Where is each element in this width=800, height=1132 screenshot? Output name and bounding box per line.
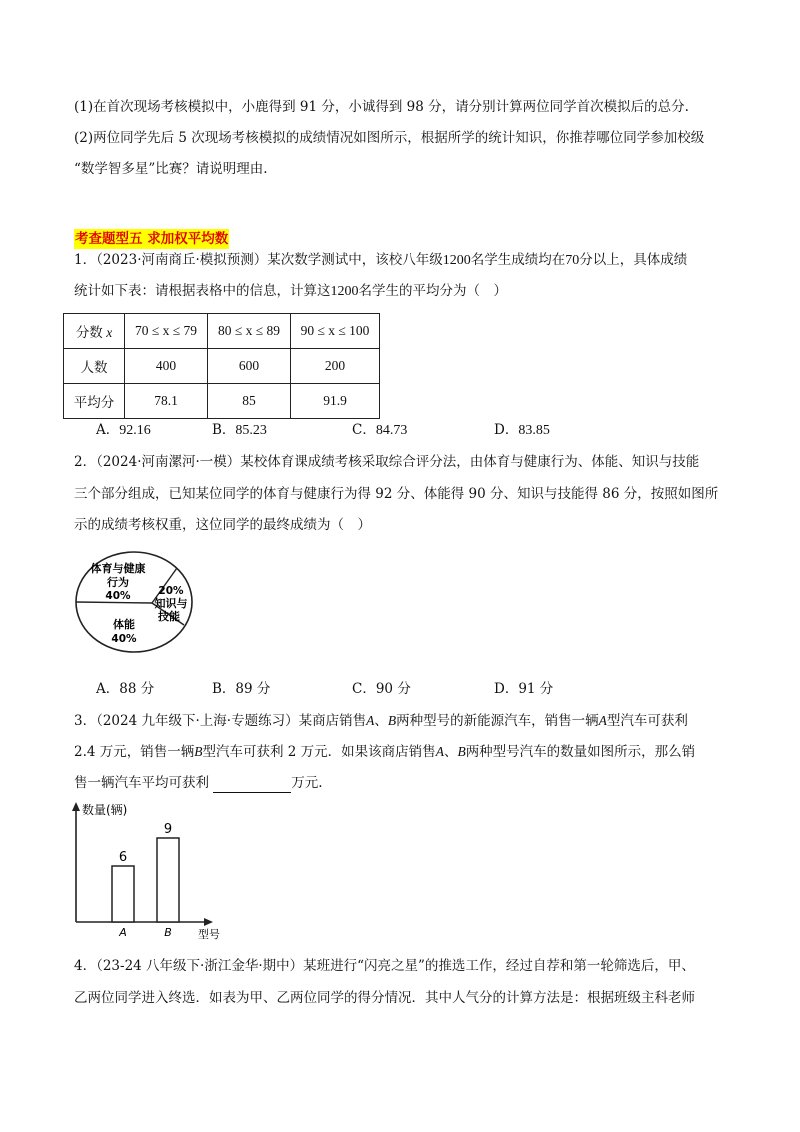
- problem-3-line2: 2.4 万元，销售一辆B型汽车可获利 2 万元．如果该商店销售A、B两种型号汽车的数量如图所示，那么销: [74, 744, 696, 760]
- answer-blank[interactable]: [213, 776, 291, 793]
- section-title: 考查题型五 求加权平均数: [75, 231, 229, 247]
- table-row: [64, 314, 380, 349]
- bar-A: [112, 866, 134, 922]
- pie-label-health-b: 行为: [107, 576, 129, 589]
- problem-1-line2: 统计如下表：请根据表格中的信息，计算这1200名学生的平均分为（ ）: [74, 283, 507, 299]
- table-header: 70 ≤ x ≤ 79: [125, 314, 208, 349]
- problem-4-line2: 乙两位同学进入终选．如表为甲、乙两位同学的得分情况．其中人气分的计算方法是：根据班级主科老师: [74, 990, 695, 1006]
- table-cell: 600: [208, 349, 291, 384]
- problem-4-line1: 4．（23-24 八年级下·浙江金华·期中）某班进行“闪亮之星”的推选工作，经过自荐和第一轮筛选后，甲、: [74, 958, 695, 974]
- x-tick-label: B: [164, 926, 172, 939]
- pie-label-fitness-pct: 40%: [111, 633, 137, 645]
- table-header-score: 分数 x: [64, 314, 125, 349]
- weight-pie-chart: [70, 548, 200, 658]
- pie-label-health-a: 体育与健康: [90, 562, 146, 575]
- pie-label-knowledge-b: 技能: [158, 610, 180, 623]
- pie-label-knowledge-pct: 20%: [158, 585, 184, 597]
- option-b[interactable]: B．89 分: [212, 681, 271, 697]
- table-cell: 78.1: [125, 384, 208, 419]
- option-c[interactable]: C．84.73: [352, 422, 408, 438]
- table-header: 80 ≤ x ≤ 89: [208, 314, 291, 349]
- option-c[interactable]: C．90 分: [352, 681, 411, 697]
- vehicle-bar-chart: [60, 800, 230, 940]
- problem-2-line3: 示的成绩考核权重，这位同学的最终成绩为（ ）: [74, 517, 371, 533]
- x-tick-label: A: [119, 926, 127, 939]
- problem-2-line1: 2．（2024·河南漯河·一模）某校体育课成绩考核采取综合评分法，由体育与健康行为、体能、知识与技能: [74, 454, 700, 470]
- problem-1-line1: 1．（2023·河南商丘·模拟预测）某次数学测试中，该校八年级1200名学生成绩均在70分以上，具体成绩: [74, 252, 688, 268]
- table-cell: 91.9: [291, 384, 380, 419]
- table-header: 90 ≤ x ≤ 100: [291, 314, 380, 349]
- x-axis-arrow-icon: [204, 918, 213, 926]
- option-d[interactable]: D．83.85: [494, 422, 550, 438]
- option-a[interactable]: A．88 分: [96, 681, 155, 697]
- score-table: [63, 313, 380, 419]
- problem-3-line1: 3．（2024 九年级下·上海·专题练习）某商店销售A、B两种型号的新能源汽车，销售一辆A型汽车可获利: [74, 713, 688, 729]
- table-cell: 人数: [64, 349, 125, 384]
- pie-label-health-pct: 40%: [105, 590, 131, 602]
- bar-value-label: 6: [118, 850, 128, 865]
- bar-value-label: 9: [163, 822, 173, 837]
- table-row: [64, 384, 380, 419]
- pie-label-knowledge-a: 知识与: [154, 597, 188, 610]
- bar-B: [157, 838, 179, 922]
- option-b[interactable]: B．85.23: [212, 422, 267, 438]
- x-axis-label: 型号: [198, 928, 220, 940]
- question-2-text-line1: (2)两位同学先后 5 次现场考核模拟的成绩情况如图所示，根据所学的统计知识，你推荐哪位同学参加校级: [74, 130, 705, 146]
- option-a[interactable]: A．92.16: [96, 422, 151, 438]
- problem-2-line2: 三个部分组成，已知某位同学的体育与健康行为得 92 分、体能得 90 分、知识与技能得 86 分，按照如图所: [74, 486, 719, 502]
- question-2-text-line2: “数学智多星”比赛？请说明理由.: [74, 161, 268, 177]
- table-cell: 200: [291, 349, 380, 384]
- problem-3-line3: 售一辆汽车平均可获利 万元.: [74, 775, 323, 791]
- table-cell: 85: [208, 384, 291, 419]
- y-axis-label: 数量(辆): [82, 803, 128, 817]
- option-d[interactable]: D．91 分: [494, 681, 554, 697]
- y-axis-arrow-icon: [72, 802, 80, 811]
- table-cell: 400: [125, 349, 208, 384]
- pie-label-fitness: 体能: [113, 618, 135, 631]
- question-1-text: (1)在首次现场考核模拟中，小鹿得到 91 分，小诚得到 98 分，请分别计算两位同学首次模拟后的总分.: [74, 99, 689, 115]
- table-row: [64, 349, 380, 384]
- table-cell: 平均分: [64, 384, 125, 419]
